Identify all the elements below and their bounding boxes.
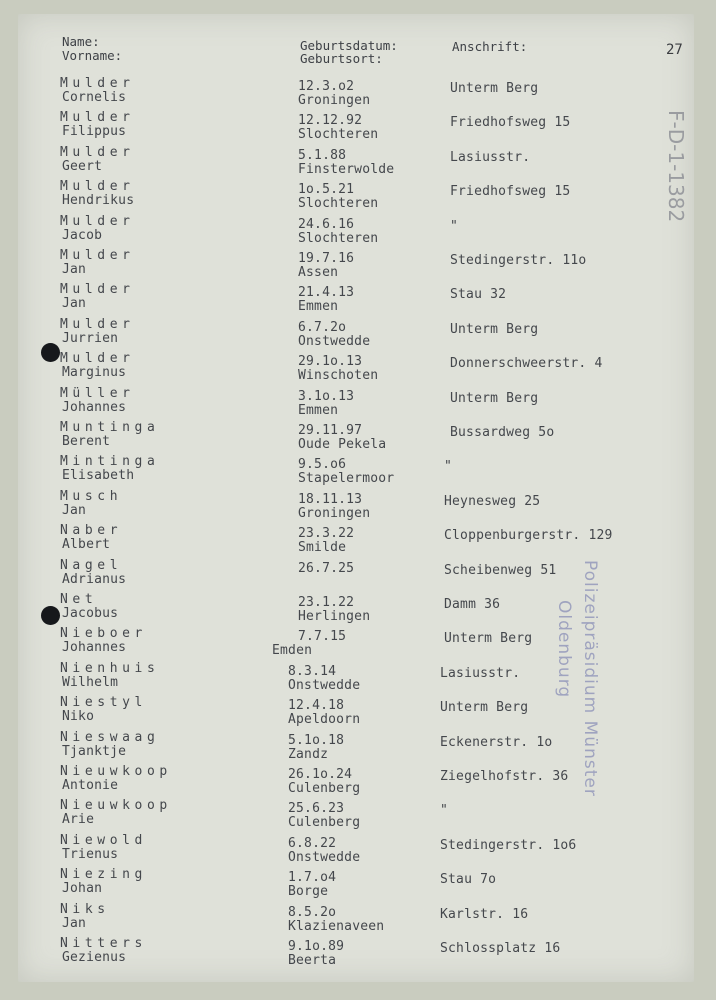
row-birth-place: Winschoten (298, 368, 379, 384)
row-surname: Mulder (60, 110, 135, 126)
row-address: Unterm Berg (440, 700, 529, 716)
row-surname: Niewold (60, 832, 147, 848)
row-birth-place: Groningen (298, 505, 371, 521)
header-name: Name: (62, 34, 100, 49)
punch-hole (41, 606, 60, 625)
row-given-name: Arie (62, 812, 95, 828)
row-birth-date: 25.6.23 (288, 801, 345, 817)
row-birth-place: Onstwedde (288, 677, 361, 693)
row-address: Unterm Berg (450, 390, 539, 406)
row-given-name: Geert (62, 158, 103, 174)
row-given-name: Adrianus (62, 571, 127, 587)
row-birth-date: 23.1.22 (298, 595, 355, 610)
row-birth-date: 3.1o.13 (298, 388, 355, 404)
row-birth-place: Slochteren (298, 127, 379, 143)
row-surname: Nienhuis (60, 660, 160, 676)
row-given-name: Niko (62, 709, 95, 725)
row-address: " (450, 218, 459, 234)
row-address: Schlossplatz 16 (440, 941, 561, 956)
row-birth-date: 29.1o.13 (298, 354, 363, 370)
row-birth-place: Herlingen (298, 609, 371, 624)
row-birth-place: Borge (288, 884, 329, 900)
row-birth-date: 8.5.2o (288, 904, 337, 920)
row-address: Stedingerstr. 11o (450, 253, 587, 268)
row-surname: Niks (60, 901, 110, 917)
row-surname: Naber (60, 523, 123, 539)
row-birth-date: 1o.5.21 (298, 182, 355, 198)
row-birth-date: 6.8.22 (288, 835, 337, 851)
stamp-line-1: Polizeipräsidium Münster (580, 560, 600, 797)
row-given-name: Trienus (62, 846, 119, 862)
row-birth-date: 26.1o.24 (288, 767, 353, 782)
row-birth-date: 21.4.13 (298, 285, 355, 301)
row-address: Ziegelhofstr. 36 (440, 769, 569, 784)
row-surname: Mulder (60, 351, 135, 367)
row-birth-place: Smilde (298, 540, 347, 556)
row-given-name: Jan (62, 502, 87, 518)
row-surname: Nieboer (60, 626, 147, 642)
row-address: Cloppenburgerstr. 129 (444, 528, 613, 544)
row-address: Stau 7o (440, 872, 497, 888)
row-address: Scheibenweg 51 (444, 562, 557, 578)
stamp-line-2: Oldenburg (554, 600, 574, 699)
row-surname: Mulder (60, 282, 135, 298)
row-given-name: Marginus (62, 365, 127, 381)
row-birth-place: Culenberg (288, 815, 361, 831)
row-address: Stedingerstr. 1o6 (440, 837, 577, 853)
row-given-name: Cornelis (62, 90, 127, 105)
row-given-name: Jacobus (62, 606, 119, 621)
row-birth-date: 7.7.15 (298, 629, 347, 645)
row-surname: Niestyl (60, 695, 147, 711)
row-address: Unterm Berg (450, 321, 539, 337)
row-surname: Muntinga (60, 420, 160, 435)
row-surname: Nieswaag (60, 729, 160, 745)
row-surname: Mulder (60, 248, 135, 263)
row-birth-place: Beerta (288, 953, 337, 968)
row-given-name: Gezienus (62, 950, 127, 965)
row-given-name: Jurrien (62, 330, 119, 346)
row-birth-date: 18.11.13 (298, 491, 363, 507)
row-birth-place: Stapelermoor (298, 471, 395, 487)
row-birth-date: 9.5.o6 (298, 457, 347, 473)
row-birth-date: 12.3.o2 (298, 79, 355, 94)
row-address: Bussardweg 5o (450, 425, 555, 440)
row-birth-date: 8.3.14 (288, 663, 337, 679)
row-surname: Mulder (60, 316, 135, 332)
row-surname: Musch (60, 488, 123, 504)
row-birth-place: Apeldoorn (288, 712, 361, 728)
row-given-name: Tjanktje (62, 743, 127, 759)
row-address: Unterm Berg (450, 81, 539, 96)
row-surname: Mulder (60, 179, 135, 195)
row-given-name: Elisabeth (62, 468, 135, 484)
row-address: Lasiusstr. (450, 149, 531, 165)
row-surname: Mulder (60, 76, 135, 91)
row-birth-place: Emmen (298, 402, 339, 418)
row-birth-place: Finsterwolde (298, 161, 395, 177)
row-surname: Net (60, 592, 98, 607)
row-given-name: Jan (62, 262, 87, 277)
row-address: Karlstr. 16 (440, 906, 529, 922)
punch-hole (41, 343, 60, 362)
row-birth-place: Oude Pekela (298, 437, 387, 452)
row-address: Unterm Berg (444, 631, 533, 647)
row-birth-place: Emmen (298, 299, 339, 315)
row-surname: Mintinga (60, 454, 160, 470)
row-birth-place: Assen (298, 265, 339, 280)
row-given-name: Jan (62, 915, 87, 931)
pencil-note: F-D-1-1382 (664, 110, 688, 223)
row-surname: Nagel (60, 557, 123, 573)
row-surname: Müller (60, 385, 135, 401)
header-vorname: Vorname: (62, 48, 123, 63)
row-birth-place: Slochteren (298, 196, 379, 212)
row-address: Stau 32 (450, 287, 507, 303)
row-birth-place: Slochteren (298, 230, 379, 246)
row-birth-date: 19.7.16 (298, 251, 355, 266)
row-given-name: Johannes (62, 640, 127, 656)
row-surname: Nitters (60, 936, 147, 951)
row-birth-date: 6.7.2o (298, 319, 347, 335)
row-surname: Nieuwkoop (60, 798, 172, 814)
row-birth-place: Emden (272, 643, 313, 659)
row-birth-date: 24.6.16 (298, 216, 355, 232)
row-given-name: Hendrikus (62, 193, 135, 209)
row-given-name: Johannes (62, 399, 127, 415)
row-given-name: Jacob (62, 227, 103, 243)
row-birth-date: 26.7.25 (298, 560, 355, 576)
row-birth-place: Klazienaveen (288, 918, 385, 934)
row-given-name: Wilhelm (62, 674, 119, 690)
row-surname: Mulder (60, 144, 135, 160)
page-number: 27 (666, 42, 683, 58)
row-given-name: Berent (62, 434, 111, 449)
row-birth-date: 9.1o.89 (288, 939, 345, 954)
row-birth-date: 5.1o.18 (288, 732, 345, 748)
row-address: Friedhofsweg 15 (450, 115, 571, 131)
row-birth-date: 29.11.97 (298, 423, 363, 438)
row-surname: Mulder (60, 213, 135, 229)
header-geburtsdatum: Geburtsdatum: (300, 38, 398, 53)
row-given-name: Albert (62, 537, 111, 553)
row-birth-date: 1.7.o4 (288, 870, 337, 886)
row-given-name: Antonie (62, 778, 119, 793)
row-address: Friedhofsweg 15 (450, 184, 571, 200)
row-birth-date: 23.3.22 (298, 526, 355, 542)
header-geburtsort: Geburtsort: (300, 51, 383, 66)
row-birth-date: 12.12.92 (298, 113, 363, 129)
row-address: Eckenerstr. 1o (440, 734, 553, 750)
row-birth-place: Zandz (288, 746, 329, 762)
header-anschrift: Anschrift: (452, 39, 528, 54)
row-birth-place: Culenberg (288, 781, 361, 796)
row-birth-date: 12.4.18 (288, 698, 345, 714)
row-given-name: Jan (62, 296, 87, 312)
row-address: " (440, 803, 449, 819)
row-birth-place: Groningen (298, 93, 371, 108)
row-given-name: Filippus (62, 124, 127, 140)
row-birth-place: Onstwedde (298, 333, 371, 349)
row-birth-date: 5.1.88 (298, 147, 347, 163)
row-address: Damm 36 (444, 597, 501, 612)
row-given-name: Johan (62, 881, 103, 897)
row-address: Heynesweg 25 (444, 493, 541, 509)
row-address: Lasiusstr. (440, 665, 521, 681)
row-surname: Nieuwkoop (60, 764, 172, 779)
row-address: Donnerschweerstr. 4 (450, 356, 603, 372)
row-address: " (444, 459, 453, 475)
row-birth-place: Onstwedde (288, 849, 361, 865)
row-surname: Niezing (60, 867, 147, 883)
